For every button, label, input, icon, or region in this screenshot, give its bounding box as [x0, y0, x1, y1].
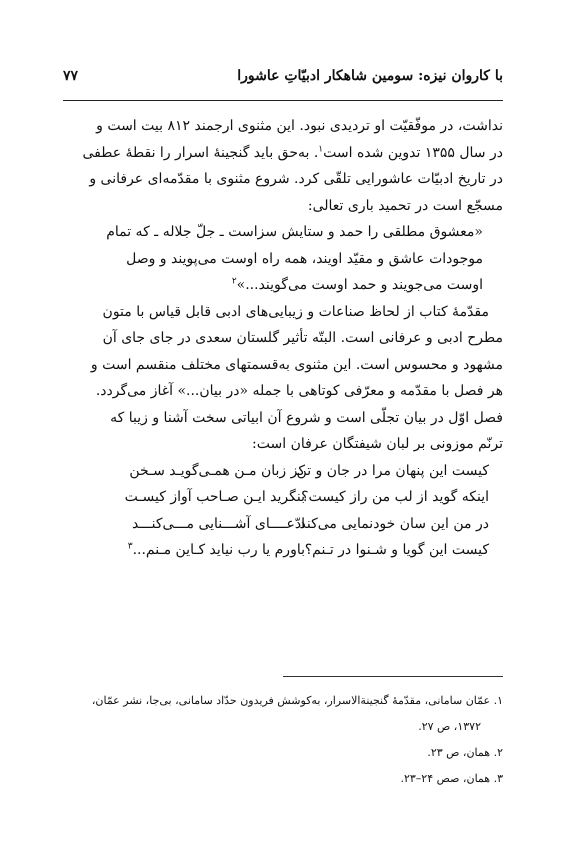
text-run: . به‌حق باید گنجینهٔ اسرار را نقطهٔ عطفی: [82, 144, 319, 161]
paragraph-line: مشهود و محسوس است. این مثنوی به‌قسمتهای مختلف منقسم است و: [90, 356, 503, 373]
running-head: [63, 68, 503, 84]
paragraph-line: مقدّمهٔ کتاب از لحاظ صناعات و زیبایی‌های ادبی قابل قیاس با متون: [102, 303, 489, 320]
paragraph-line: ترنّم موزونی بر لبان شیفتگان عرفان است:: [252, 436, 503, 452]
text-run: در سال ۱۳۵۵ تدوین شده است: [323, 144, 503, 161]
quote-block: [63, 219, 503, 299]
quote-line: «معشوق مطلقی را حمد و ستایش سزاست ـ جلّ جلاله ـ که تمام: [106, 224, 483, 240]
paragraph-line: در تاریخ ادبیّات عاشورایی تلقّی کرد. شروع مثنوی با مقدّمه‌ای عرفانی و: [89, 171, 503, 187]
footnote-ref: ۳: [127, 541, 133, 552]
page-number: ۷۷: [63, 68, 79, 84]
quote-line: موجودات عاشق و مقیّد اویند، همه راه اوست می‌پویند و وصل: [126, 250, 483, 267]
verse-hemistich-right: در من این سان خودنمایی می‌کند: [299, 515, 489, 532]
footnote-ref: ۲: [231, 276, 237, 287]
verse-hemistich-left: کز زبان مـن همـی‌گویـد سـخن: [129, 462, 305, 479]
text-run: باورم یا رب نیاید کـاین مـنم...: [132, 542, 305, 558]
running-title: با کاروان نیزه: سومین شاهکار ادبیّاتِ عاشورا: [237, 68, 503, 84]
footnote-line: ۱۳۷۲، ص ۲۷.: [418, 720, 481, 733]
footnote-line: ۱. عمّان سامانی، مقدّمهٔ گنجینةالاسرار، به‌کوشش فریدون حدّاد سامانی، بی‌جا، نشر عمّان،: [91, 694, 503, 707]
paragraph-line: فصل اوّل در بیان تجلّی است و شروع آن ابیاتی سخت آشنا و زیبا که: [110, 409, 503, 426]
paragraph-line: مسجّع است در تحمید باری تعالی:: [307, 197, 503, 214]
paragraph-line: هر فصل با مقدّمه و معرّفی کوتاهی با جمله «در بیان...» آغاز می‌گردد.: [95, 383, 503, 399]
footnotes: [63, 688, 503, 792]
header-rule: [63, 100, 503, 101]
paragraph-line: نداشت، در موفّقیّت او تردیدی نبود. این مثنوی ارجمند ۸۱۲ بیت است و: [96, 118, 503, 134]
quote-line: [63, 272, 483, 299]
verse-hemistich-right: اینکه گوید از لب من راز کیست؟: [301, 489, 489, 505]
verse-block: [63, 458, 503, 564]
footnote-ref: ۱: [318, 143, 324, 154]
verse-hemistich-left: بنگرید ایـن صـاحب آواز کیسـت: [124, 489, 305, 505]
footnote-line: ۳. همان، صص ۲۴–۲۳.: [400, 772, 503, 785]
body-text: [63, 113, 503, 564]
verse-hemistich-right: کیست این گویا و شـنوا در تـنم؟: [304, 542, 489, 558]
paragraph-line: [63, 140, 503, 167]
verse-hemistich-right: کیست این پنهان مرا در جان و تن: [296, 462, 489, 479]
verse-hemistich-left: [107, 537, 305, 564]
footnote-line: ۲. همان، ص ۲۳.: [427, 746, 503, 759]
text-run: اوست می‌جویند و حمد اوست می‌گویند...»: [236, 277, 483, 293]
footnote-rule: [283, 676, 503, 677]
verse-hemistich-left: ادّعــــای آشـــنایی مـــی‌کنـــد: [131, 515, 305, 532]
paragraph-line: مطرح ادبی و عرفانی است. البتّه تأثیر گلستان سعدی در جای جای آن: [102, 330, 503, 346]
